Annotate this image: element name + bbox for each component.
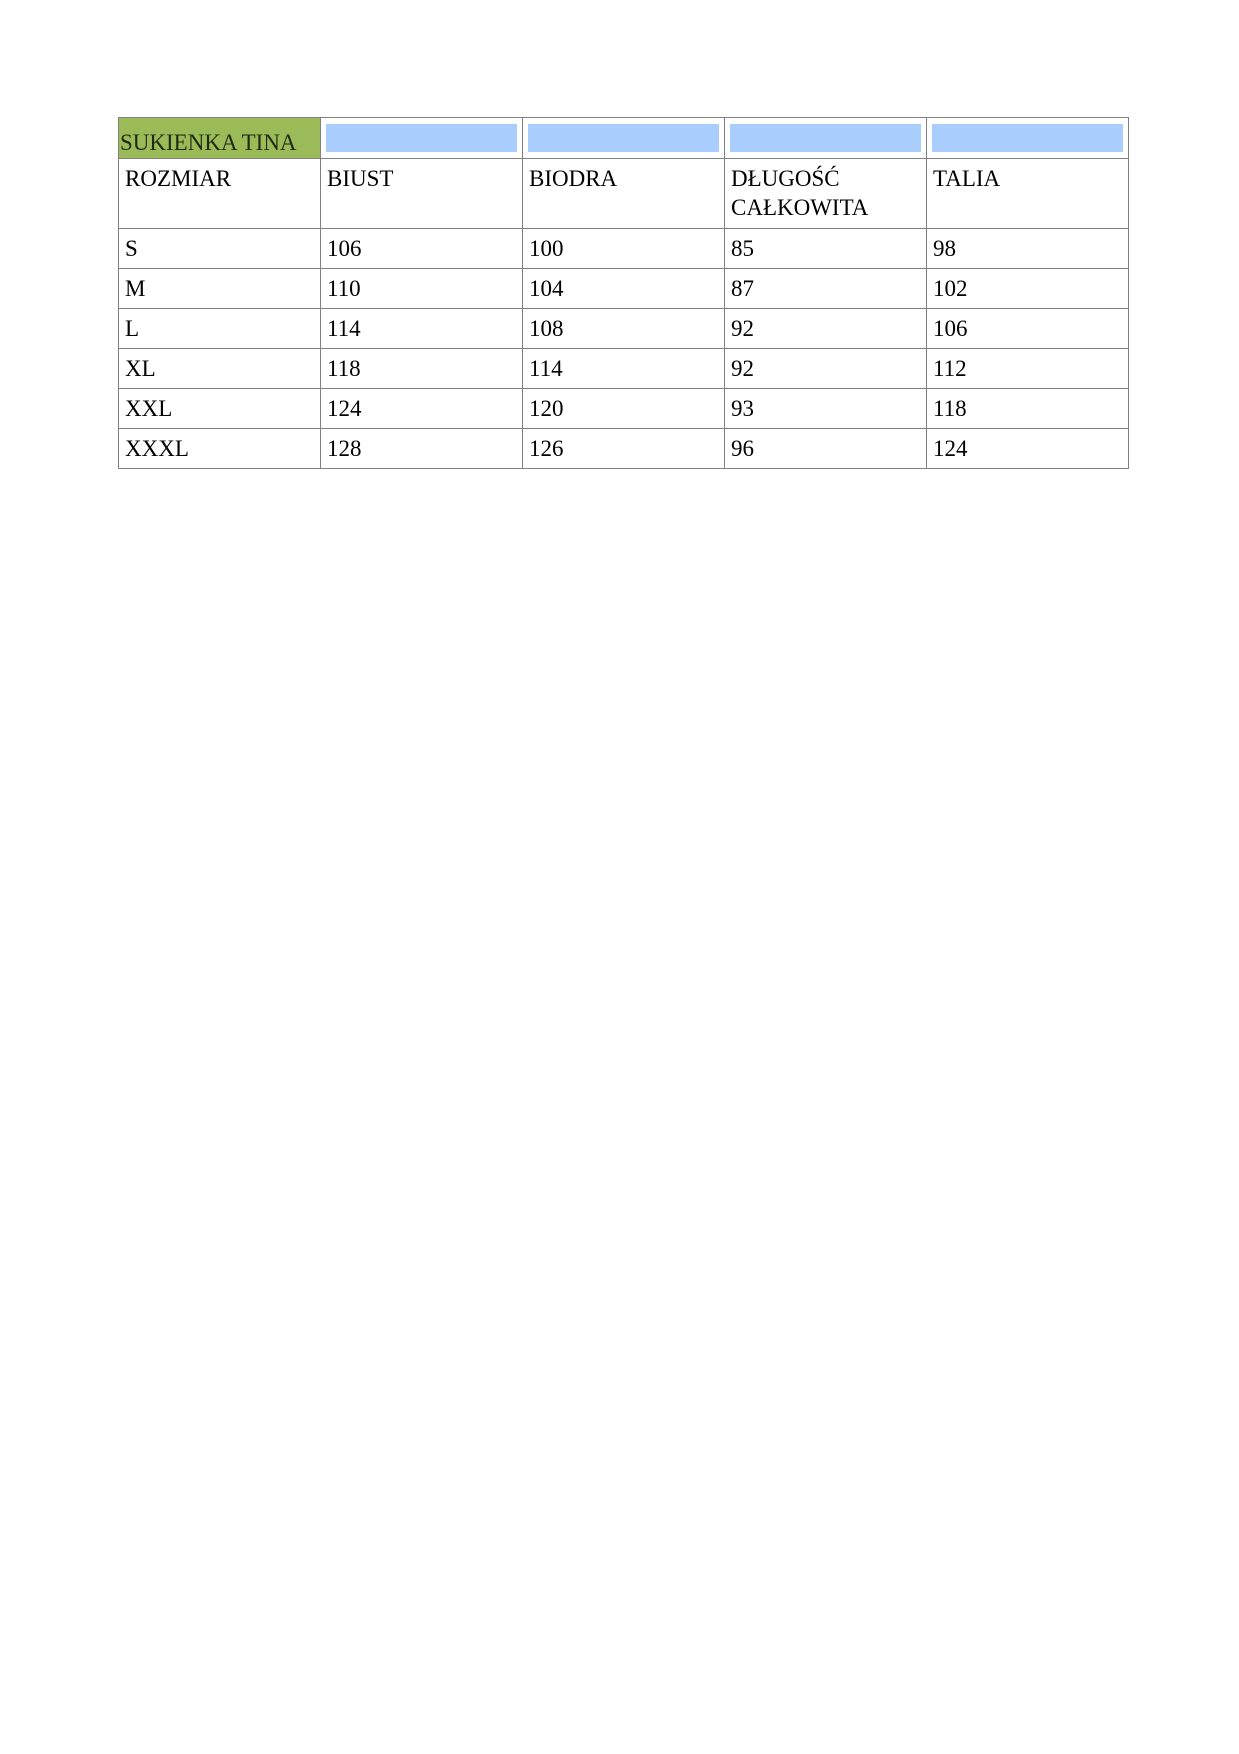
cell-total-length: 93 <box>725 389 927 429</box>
cell-waist: 98 <box>927 229 1129 269</box>
cell-waist: 124 <box>927 429 1129 469</box>
cell-total-length: 85 <box>725 229 927 269</box>
cell-bust: 110 <box>321 269 523 309</box>
cell-hips: 126 <box>523 429 725 469</box>
cell-hips: 120 <box>523 389 725 429</box>
placeholder-fill <box>932 124 1123 152</box>
table-row <box>119 229 1129 269</box>
table-row <box>119 349 1129 389</box>
placeholder-cell <box>725 118 927 159</box>
cell-waist: 118 <box>927 389 1129 429</box>
cell-total-length: 92 <box>725 349 927 389</box>
cell-hips: 114 <box>523 349 725 389</box>
cell-bust: 118 <box>321 349 523 389</box>
cell-size: XXXL <box>119 429 321 469</box>
header-size: ROZMIAR <box>119 159 321 229</box>
cell-waist: 112 <box>927 349 1129 389</box>
header-total-length: DŁUGOŚĆ CAŁKOWITA <box>725 159 927 229</box>
cell-size: L <box>119 309 321 349</box>
size-chart-table <box>118 117 1129 469</box>
cell-bust: 128 <box>321 429 523 469</box>
cell-hips: 108 <box>523 309 725 349</box>
cell-bust: 106 <box>321 229 523 269</box>
cell-hips: 100 <box>523 229 725 269</box>
cell-waist: 106 <box>927 309 1129 349</box>
header-bust: BIUST <box>321 159 523 229</box>
cell-size: S <box>119 229 321 269</box>
cell-bust: 114 <box>321 309 523 349</box>
table-row <box>119 389 1129 429</box>
placeholder-fill <box>326 124 517 152</box>
placeholder-cell <box>321 118 523 159</box>
placeholder-cell <box>927 118 1129 159</box>
cell-bust: 124 <box>321 389 523 429</box>
header-hips: BIODRA <box>523 159 725 229</box>
cell-total-length: 92 <box>725 309 927 349</box>
cell-size: XL <box>119 349 321 389</box>
placeholder-cell <box>523 118 725 159</box>
cell-total-length: 96 <box>725 429 927 469</box>
table-row <box>119 429 1129 469</box>
table-row <box>119 269 1129 309</box>
placeholder-fill <box>528 124 719 152</box>
table-header-row <box>119 159 1129 229</box>
cell-waist: 102 <box>927 269 1129 309</box>
cell-size: M <box>119 269 321 309</box>
table-title-cell <box>119 118 321 159</box>
header-waist: TALIA <box>927 159 1129 229</box>
table-title-row <box>119 118 1129 159</box>
table-row <box>119 309 1129 349</box>
placeholder-fill <box>730 124 921 152</box>
cell-hips: 104 <box>523 269 725 309</box>
cell-total-length: 87 <box>725 269 927 309</box>
cell-size: XXL <box>119 389 321 429</box>
table-title: SUKIENKA TINA <box>120 130 297 155</box>
